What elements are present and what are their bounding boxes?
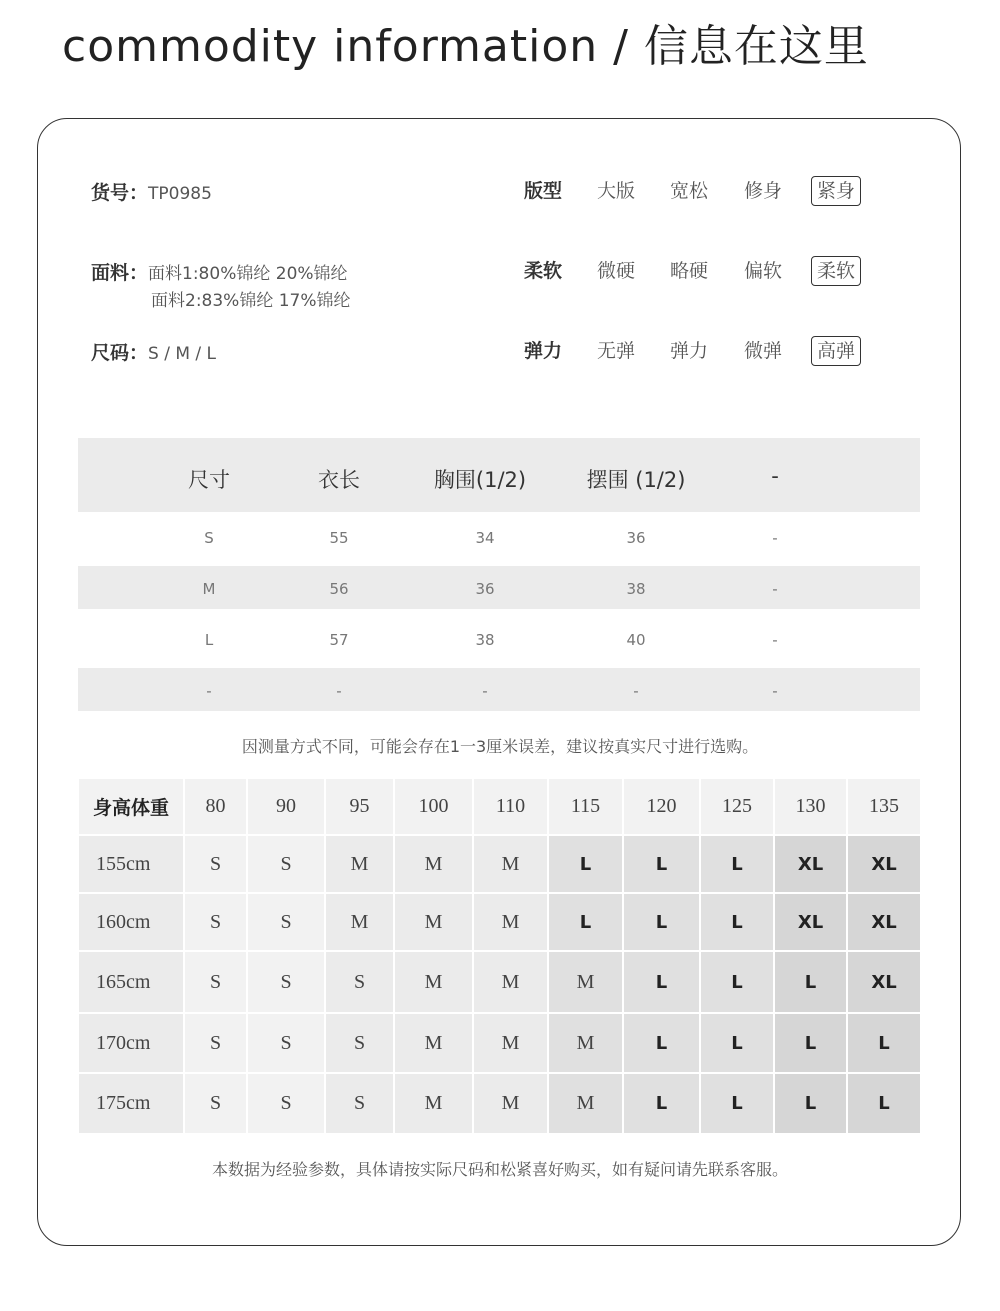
grid-size-cell: L <box>848 1074 920 1133</box>
attr-softness-selected: 柔软 <box>811 256 861 286</box>
grid-size-cell: L <box>701 894 773 950</box>
grid-size-cell: S <box>248 1014 324 1072</box>
grid-size-cell: L <box>624 836 699 892</box>
grid-size-cell: L <box>701 836 773 892</box>
size-table-cell: M <box>202 580 216 598</box>
grid-weight-header: 95 <box>326 779 393 834</box>
grid-size-cell: L <box>624 894 699 950</box>
grid-size-cell: L <box>549 894 622 950</box>
size-table-header-cell: 摆围 (1/2) <box>586 468 686 492</box>
grid-size-cell: L <box>701 1014 773 1072</box>
size-table-cell: - <box>772 631 778 649</box>
grid-size-cell: S <box>185 894 246 950</box>
attr-fit-option: 大版 <box>597 180 636 202</box>
grid-size-cell: S <box>326 952 393 1012</box>
grid-size-cell: L <box>775 952 846 1012</box>
attr-softness-option: 微硬 <box>597 260 636 282</box>
attr-elasticity-option: 无弹 <box>597 340 636 362</box>
grid-size-cell: L <box>701 952 773 1012</box>
grid-size-cell: S <box>185 1074 246 1133</box>
grid-size-cell: M <box>395 1074 472 1133</box>
grid-size-cell: L <box>624 952 699 1012</box>
grid-size-cell: L <box>775 1014 846 1072</box>
grid-size-cell: S <box>185 836 246 892</box>
grid-height-label: 155cm <box>79 836 183 892</box>
grid-size-cell: M <box>549 1074 622 1133</box>
size-table-cell: - <box>633 682 639 700</box>
grid-height-label: 160cm <box>79 894 183 950</box>
size-table-cell: 38 <box>626 580 646 598</box>
size-recommendation-grid <box>78 778 921 1134</box>
item-number-value: TP0985 <box>148 184 212 204</box>
grid-size-cell: L <box>775 1074 846 1133</box>
attr-fit-selected: 紧身 <box>811 176 861 206</box>
size-table-cell: S <box>204 529 214 547</box>
grid-size-cell: S <box>326 1074 393 1133</box>
size-table-header-cell: - <box>771 464 779 488</box>
grid-weight-header: 120 <box>624 779 699 834</box>
size-table-cell: 38 <box>475 631 495 649</box>
grid-size-cell: L <box>848 1014 920 1072</box>
item-number <box>91 178 212 205</box>
size-table-cell: 57 <box>329 631 349 649</box>
table-row <box>78 512 920 566</box>
grid-weight-header: 100 <box>395 779 472 834</box>
grid-size-cell: XL <box>848 836 920 892</box>
attr-elasticity-option: 微弹 <box>744 340 783 362</box>
grid-height-label: 170cm <box>79 1014 183 1072</box>
grid-size-cell: M <box>474 1014 547 1072</box>
size-table-cell: - <box>772 529 778 547</box>
attr-fit-label: 版型 <box>524 180 563 202</box>
grid-size-cell: M <box>474 952 547 1012</box>
grid-size-cell: S <box>248 952 324 1012</box>
grid-height-label: 175cm <box>79 1074 183 1133</box>
fabric-line-2 <box>151 286 351 311</box>
grid-weight-header: 110 <box>474 779 547 834</box>
grid-size-cell: M <box>549 1014 622 1072</box>
grid-size-cell: XL <box>848 894 920 950</box>
attr-softness-option: 偏软 <box>744 260 783 282</box>
size-table-cell: 34 <box>475 529 495 547</box>
grid-size-cell: S <box>248 836 324 892</box>
table-row <box>78 566 920 609</box>
grid-weight-header: 80 <box>185 779 246 834</box>
grid-size-cell: S <box>248 894 324 950</box>
size-table-cell: 55 <box>329 529 349 547</box>
grid-weight-header: 125 <box>701 779 773 834</box>
grid-size-cell: M <box>326 836 393 892</box>
grid-weight-header: 130 <box>775 779 846 834</box>
grid-size-cell: M <box>395 836 472 892</box>
attr-softness-option: 略硬 <box>670 260 709 282</box>
grid-size-cell: S <box>248 1074 324 1133</box>
grid-size-cell: S <box>185 952 246 1012</box>
size-values: S / M / L <box>148 344 217 364</box>
grid-size-cell: M <box>474 1074 547 1133</box>
attr-softness-label: 柔软 <box>524 260 563 282</box>
size-table-cell: L <box>204 631 214 649</box>
grid-corner-label: 身高体重 <box>79 779 183 834</box>
grid-size-cell: S <box>326 1014 393 1072</box>
grid-weight-header: 115 <box>549 779 622 834</box>
size-table-cell: 56 <box>329 580 349 598</box>
measurement-note: 因测量方式不同，可能会存在1一3厘米误差，建议按真实尺寸进行选购。 <box>241 737 759 756</box>
size-table-header-cell: 胸围(1/2) <box>433 468 527 492</box>
fabric-label: 面料： <box>91 262 149 284</box>
grid-size-cell: L <box>624 1074 699 1133</box>
grid-size-cell: M <box>474 894 547 950</box>
table-row <box>78 668 920 711</box>
attr-fit-option: 修身 <box>744 180 783 202</box>
attr-elasticity-option: 弹力 <box>670 340 709 362</box>
grid-weight-header: 135 <box>848 779 920 834</box>
size-table-cell: - <box>772 580 778 598</box>
size-table-cell: 36 <box>475 580 495 598</box>
grid-size-cell: S <box>185 1014 246 1072</box>
size-table-cell: 40 <box>626 631 646 649</box>
grid-size-cell: L <box>549 836 622 892</box>
grid-size-cell: M <box>395 952 472 1012</box>
size-label: 尺码： <box>91 342 149 364</box>
table-row <box>78 609 920 668</box>
grid-size-cell: XL <box>848 952 920 1012</box>
disclaimer-note: 本数据为经验参数，具体请按实际尺码和松紧喜好购买，如有疑问请先联系客服。 <box>211 1160 788 1179</box>
size-table-cell: - <box>336 682 342 700</box>
size-table-cell: - <box>206 682 212 700</box>
size-table-header-cell: 衣长 <box>318 468 360 492</box>
size-list <box>91 338 216 365</box>
size-table-cell: 36 <box>626 529 646 547</box>
page-title: commodity information / 信息在这里 <box>62 21 869 72</box>
size-table <box>78 438 920 711</box>
grid-size-cell: XL <box>775 894 846 950</box>
grid-size-cell: L <box>624 1014 699 1072</box>
item-number-label: 货号： <box>91 182 149 204</box>
size-table-header-cell: 尺寸 <box>188 468 230 492</box>
grid-height-label: 165cm <box>79 952 183 1012</box>
grid-size-cell: M <box>474 836 547 892</box>
attr-elasticity-selected: 高弹 <box>811 336 861 366</box>
attr-elasticity-label: 弹力 <box>524 340 563 362</box>
size-table-cell: - <box>772 682 778 700</box>
grid-size-cell: M <box>395 894 472 950</box>
grid-size-cell: M <box>395 1014 472 1072</box>
fabric-value-2: 面料2:83%锦纶 17%锦纶 <box>151 291 351 311</box>
size-table-header <box>78 438 920 512</box>
grid-size-cell: XL <box>775 836 846 892</box>
fabric-value-1: 面料1:80%锦纶 20%锦纶 <box>148 264 348 284</box>
fabric <box>91 258 348 285</box>
grid-weight-header: 90 <box>248 779 324 834</box>
grid-size-cell: M <box>326 894 393 950</box>
grid-size-cell: M <box>549 952 622 1012</box>
attr-fit-option: 宽松 <box>670 180 709 202</box>
grid-size-cell: L <box>701 1074 773 1133</box>
size-table-cell: - <box>482 682 488 700</box>
